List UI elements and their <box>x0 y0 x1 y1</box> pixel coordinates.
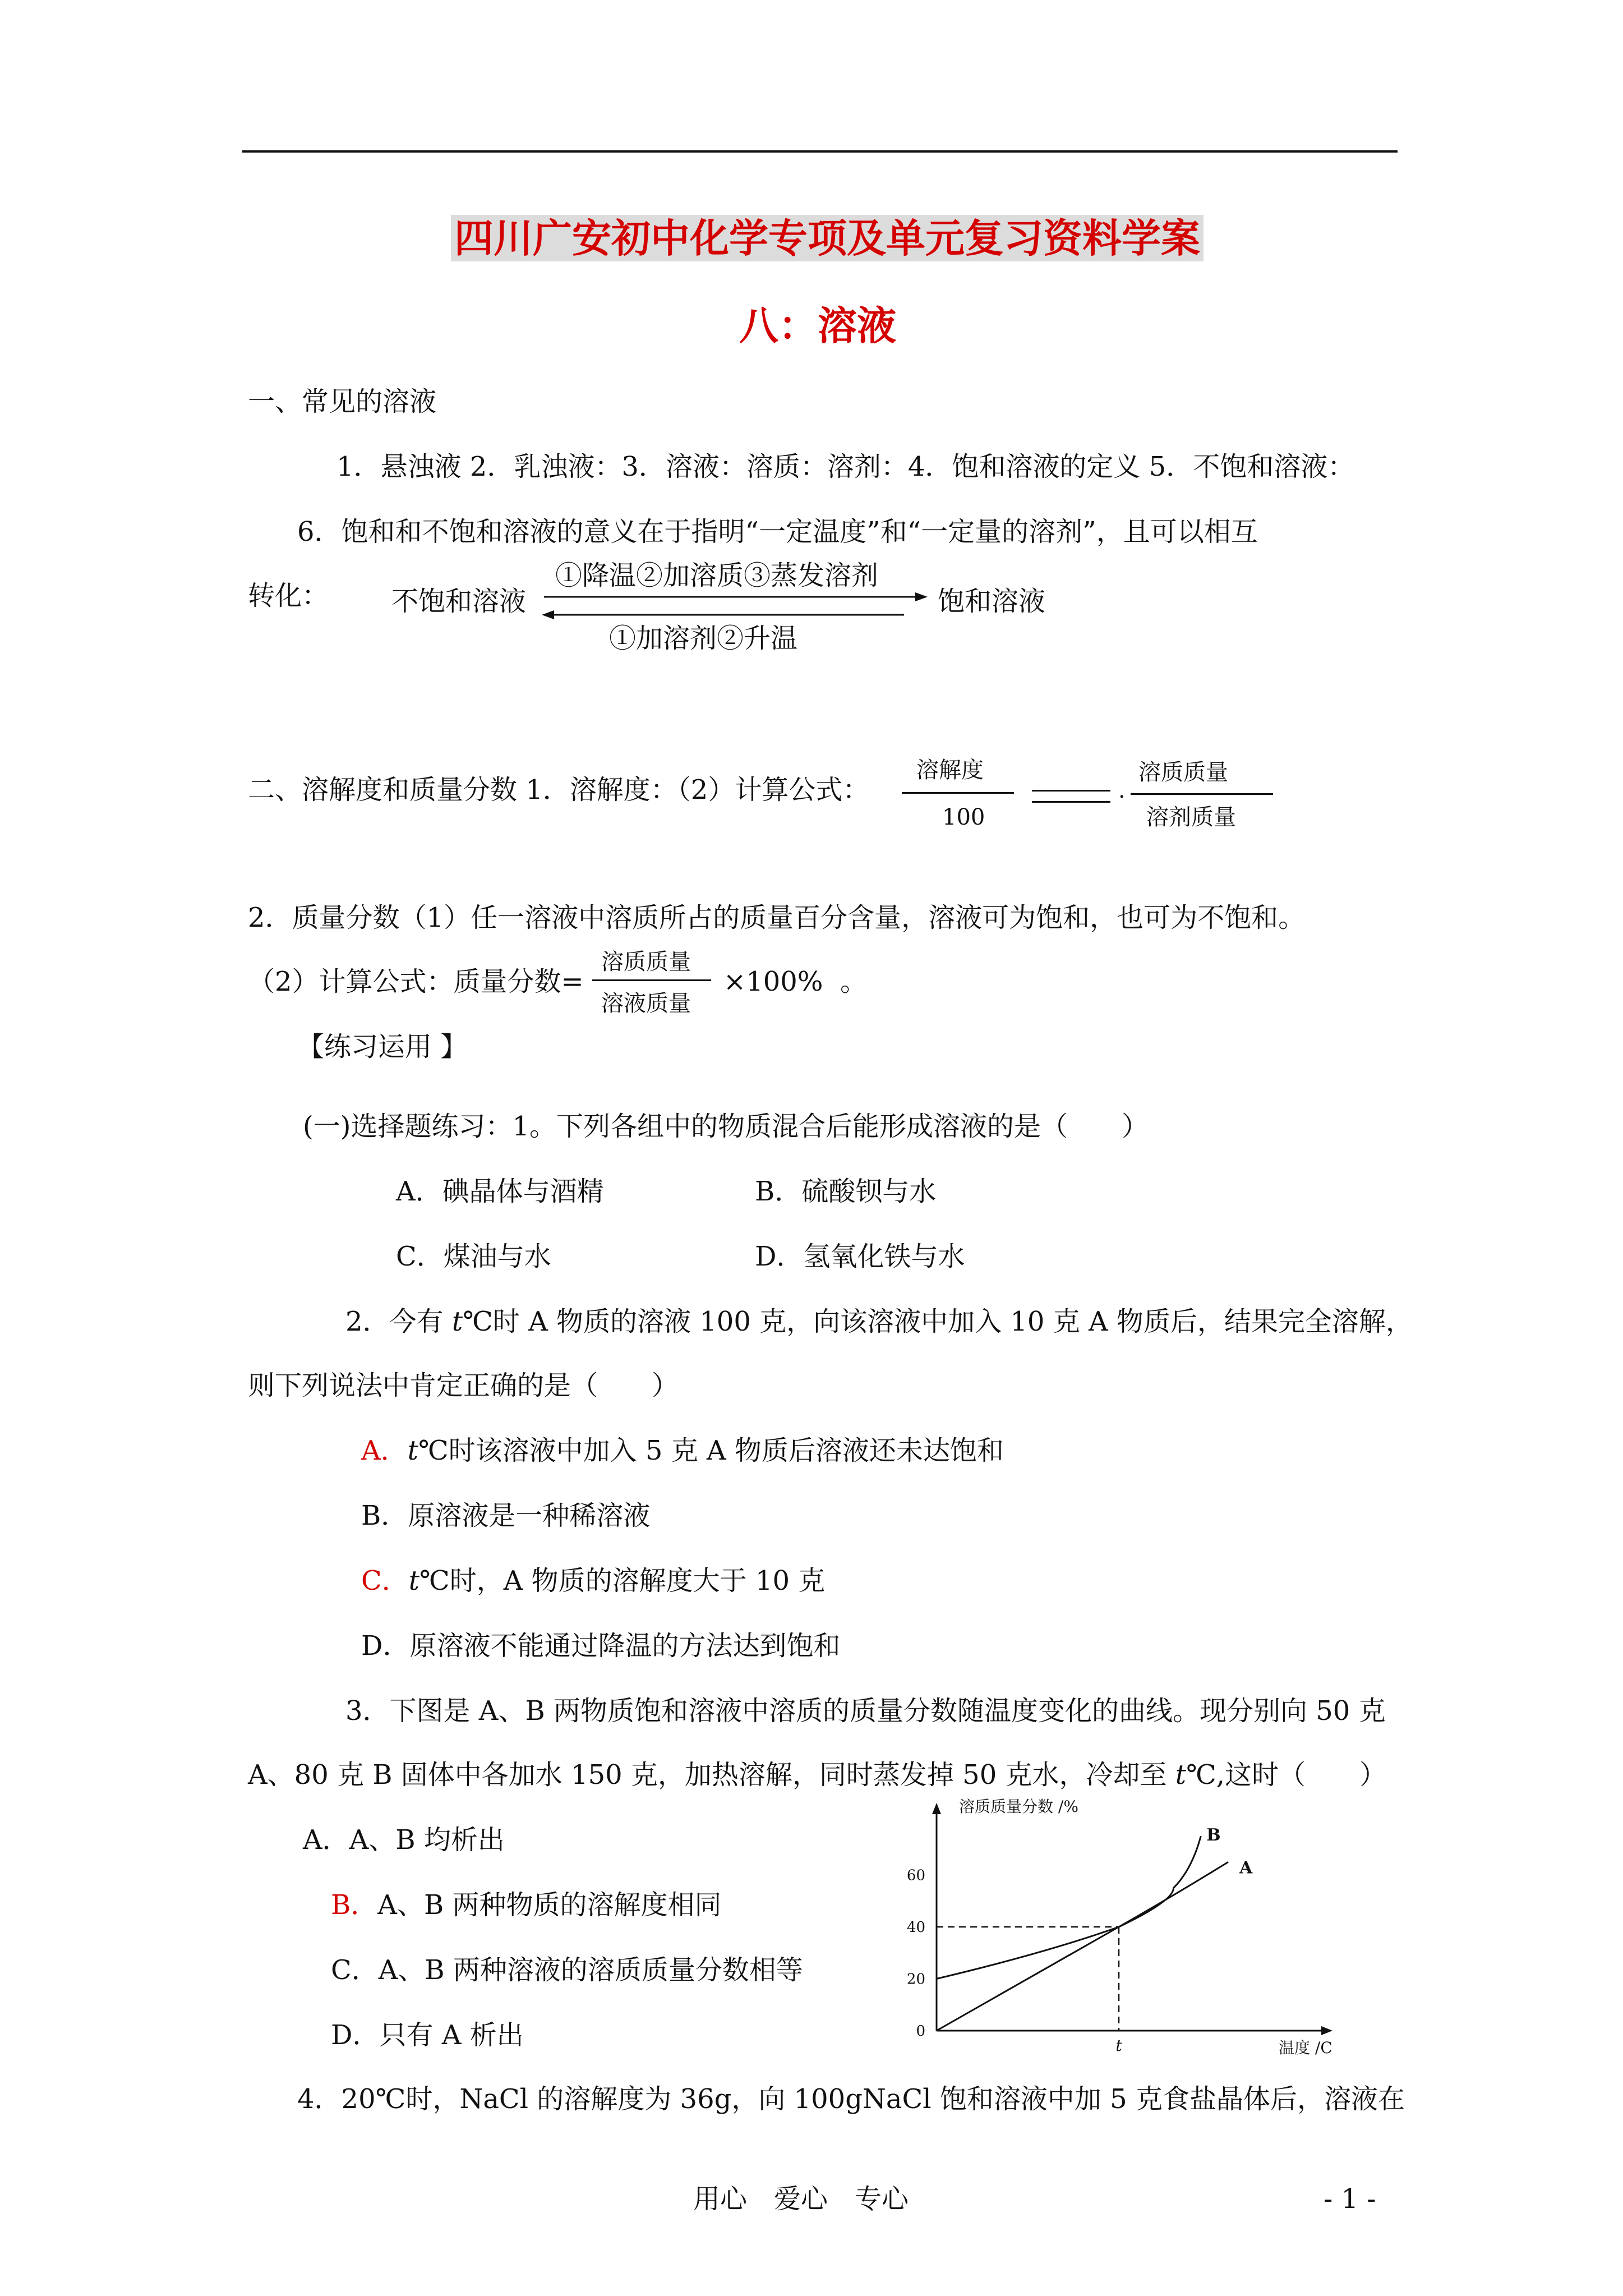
question-2-line2: 则下列说法中肯定正确的是（ ） <box>248 1370 679 1401</box>
formula1-num-right: 溶质质量 <box>1138 760 1228 785</box>
q2-a-t: t <box>407 1435 418 1466</box>
q2-option-c-text: ℃时，A 物质的溶解度大于 10 克 <box>419 1565 826 1596</box>
q2-option-c <box>361 1564 825 1598</box>
reverse-arrowhead <box>542 610 554 619</box>
footer-center: 用心 爱心 专心 <box>693 2183 909 2215</box>
formula1-num-left: 溶解度 <box>916 757 984 783</box>
formula2-end: 。 <box>840 966 868 997</box>
solubility-chart <box>886 1795 1357 2064</box>
page-title <box>451 213 1204 264</box>
formula1-dot: · <box>1118 784 1126 810</box>
formula1-den-right: 溶剂质量 <box>1146 804 1236 830</box>
q2-option-a-text: ℃时该溶液中加入 5 克 A 物质后溶液还未达饱和 <box>418 1435 1004 1466</box>
q2-option-a <box>361 1434 1004 1467</box>
question-3-line2 <box>248 1758 1386 1792</box>
q2-t: t <box>451 1306 463 1337</box>
q2-c-t: t <box>408 1565 420 1596</box>
y-tick-label: 60 <box>906 1867 925 1884</box>
conversion-arrows <box>538 589 931 623</box>
q3-option-a: A．A、B 均析出 <box>303 1824 505 1856</box>
series-b-line <box>937 1836 1201 1978</box>
q2-option-c-letter: C． <box>361 1565 409 1596</box>
q3-post: ℃,这时（ ） <box>1186 1759 1387 1791</box>
formula2-prefix: （2）计算公式：质量分数= <box>248 966 584 997</box>
q1-option-b: B．硫酸钡与水 <box>755 1176 937 1207</box>
question-1: (一)选择题练习：1。下列各组中的物质混合后能形成溶液的是（ ） <box>303 1111 1149 1142</box>
saturated-label: 饱和溶液 <box>938 586 1046 617</box>
x-axis-arrowhead <box>1321 2026 1332 2035</box>
q2-option-a-letter: A． <box>361 1435 408 1466</box>
series-a-line <box>937 1862 1228 2031</box>
y-axis-arrowhead <box>932 1803 941 1814</box>
page-number: - 1 - <box>1324 2183 1376 2215</box>
q2-option-b: B．原溶液是一种稀溶液 <box>361 1500 651 1531</box>
paragraph-line: 2．质量分数（1）任一溶液中溶质所占的质量百分含量，溶液可为饱和，也可为不饱和。 <box>248 902 1306 933</box>
forward-conditions: ①降温②加溶质③蒸发溶剂 <box>555 560 879 591</box>
q3-option-c: C．A、B 两种溶液的溶质质量分数相等 <box>331 1954 803 1986</box>
y-tick-label: 20 <box>906 1971 925 1988</box>
question-3-line1: 3．下图是 A、B 两物质饱和溶液中溶质的质量分数随温度变化的曲线。现分别向 50 克 <box>345 1695 1386 1727</box>
q2-option-d: D．原溶液不能通过降温的方法达到饱和 <box>361 1630 841 1662</box>
unsaturated-label: 不饱和溶液 <box>391 586 527 617</box>
y-tick-label: 0 <box>916 2023 925 2040</box>
formula1-bar-left <box>902 792 1014 794</box>
paragraph-line: 1．悬浊液 2．乳浊液：3．溶液：溶质：溶剂：4．饱和溶液的定义 5．不饱和溶液： <box>336 451 1355 482</box>
q3-option-b-text: A、B 两种物质的溶解度相同 <box>377 1889 722 1921</box>
paragraph-line: 转化： <box>248 580 329 611</box>
formula2-den: 溶液质量 <box>601 991 691 1016</box>
series-a-label: A <box>1239 1858 1253 1878</box>
y-tick-label: 40 <box>906 1919 925 1936</box>
q1-option-d: D．氢氧化铁与水 <box>755 1241 965 1272</box>
section-subtitle: 八：溶液 <box>739 302 896 349</box>
q2-pre: 2．今有 <box>345 1306 452 1337</box>
q2-post: ℃时 A 物质的溶液 100 克，向该溶液中加入 10 克 A 物质后，结果完全溶解， <box>463 1306 1413 1337</box>
equals-bar-bottom <box>1032 801 1110 803</box>
section-heading-2: 二、溶解度和质量分数 1．溶解度：（2）计算公式： <box>248 774 870 806</box>
q3-t: t <box>1175 1759 1187 1791</box>
y-axis-label: 溶质质量分数 /% <box>959 1797 1078 1816</box>
header-rule <box>242 150 1398 153</box>
q3-pre: A、80 克 B 固体中各加水 150 克，加热溶解，同时蒸发掉 50 克水，冷却至 <box>248 1759 1175 1791</box>
formula2-num: 溶质质量 <box>601 949 691 975</box>
formula1-den-left: 100 <box>942 804 985 830</box>
paragraph-line: 6．饱和和不饱和溶液的意义在于指明“一定温度”和“一定量的溶剂”，且可以相互 <box>297 516 1258 547</box>
equals-bar-top <box>1032 790 1110 792</box>
q3-option-b <box>331 1888 721 1922</box>
page-title-text: 四川广安初中化学专项及单元复习资料学案 <box>451 215 1204 261</box>
practice-heading: 【练习运用 】 <box>297 1031 468 1062</box>
formula2-suffix: ×100% <box>723 966 823 997</box>
question-2-line1 <box>345 1305 1413 1338</box>
q1-option-c: C．煤油与水 <box>396 1241 551 1272</box>
x-tick-label: t <box>1115 2036 1122 2055</box>
reverse-conditions: ①加溶剂②升温 <box>609 623 798 654</box>
formula2-bar <box>592 979 711 981</box>
formula1-bar-right <box>1131 793 1273 795</box>
q3-option-b-letter: B． <box>331 1889 378 1921</box>
question-4-line1: 4．20℃时，NaCl 的溶解度为 36g，向 100gNaCl 饱和溶液中加 5 克食盐晶体后，溶液在 <box>297 2083 1405 2115</box>
x-axis-label: 温度 /C <box>1279 2039 1332 2057</box>
q1-option-a: A．碘晶体与酒精 <box>396 1176 604 1207</box>
q3-option-d: D．只有 A 析出 <box>331 2019 524 2051</box>
section-heading-1: 一、常见的溶液 <box>248 386 437 417</box>
forward-arrowhead <box>915 592 928 601</box>
series-b-label: B <box>1206 1825 1221 1846</box>
